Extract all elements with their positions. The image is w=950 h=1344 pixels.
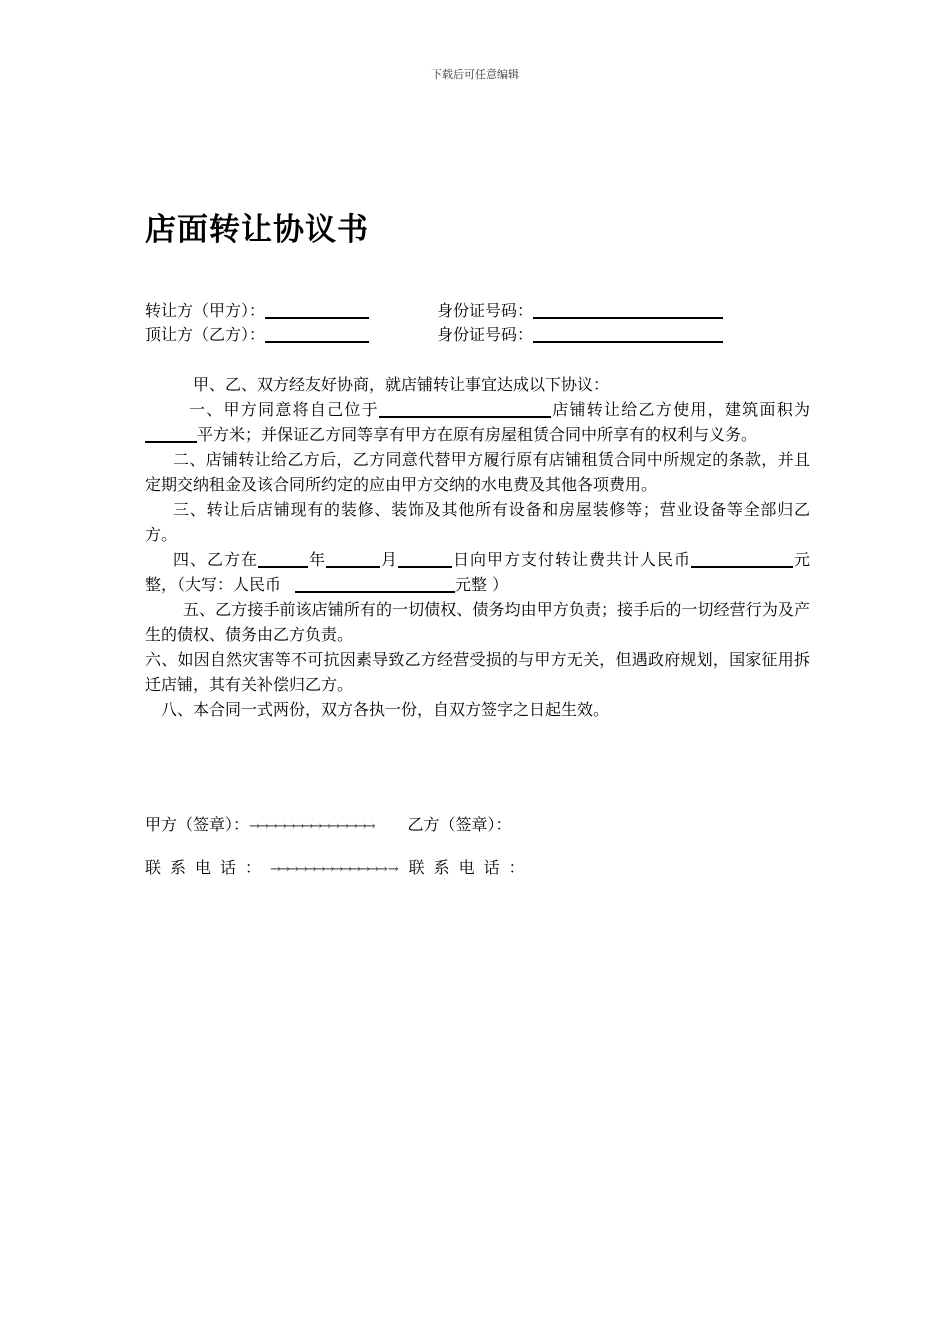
phone-row [145,856,534,880]
clause-1-part-c: 平方米；并保证乙方同等享有甲方在原有房屋租赁合同中所享有的权利与义务。 [197,425,758,444]
clause-4-part-b: 日向甲方支付转让费共计人民币 [452,550,691,569]
month-blank [326,548,380,568]
floor-area-blank [145,423,197,443]
transferee-id-label: 身份证号码： [437,325,534,344]
party-a-phone-arrows: →→→→→→→→→→→→→ → [270,862,397,877]
clause-1-part-a: 一、甲方同意将自己位于 [189,400,379,419]
amount-in-words-blank [295,573,455,593]
transferee-label: 顶让方（乙方）： [145,325,266,344]
transferor-label: 转让方（甲方）： [145,301,266,320]
month-label: 月 [380,550,398,569]
header-note: 下载后可任意编辑 [431,68,519,81]
clause-3: 三、转让后店铺现有的装修、装饰及其他所有设备和房屋装修等；营业设备等全部归乙方。 [145,500,810,544]
clause-4-part-a: 四、乙方在 [173,550,258,569]
day-blank [398,548,452,568]
transferor-id-blank [533,299,723,319]
transferee-name-blank [265,323,369,343]
transferee-id-row [437,323,723,347]
transferee-row [145,323,369,347]
clause-4-part-c: 元整，（大写：人民币 [145,550,810,594]
clause-1-part-b: 店铺转让给乙方使用，建筑面积为 [550,400,810,419]
year-label: 年 [308,550,326,569]
transferee-id-blank [533,323,723,343]
amount-blank-2 [753,548,793,568]
clause-1 [145,397,810,447]
clause-8: 八、本合同一式两份，双方各执一份，自双方签字之日起生效。 [161,700,610,719]
party-a-phone-label: 联系电话： [145,858,271,877]
clause-4 [145,547,810,597]
shop-location-blank [379,398,551,418]
agreement-body [145,372,810,722]
transferor-row [145,299,369,323]
amount-blank-1 [691,548,753,568]
transferor-id-row [437,299,723,323]
clause-5: 五、乙方接手前该店铺所有的一切债权、债务均由甲方负责；接手后的一切经营行为及产生的债权、债务由乙方负责。 [145,600,810,644]
year-blank [258,548,308,568]
transferor-id-label: 身份证号码： [437,301,534,320]
clause-intro: 甲、乙、双方经友好协商，就店铺转让事宜达成以下协议： [193,375,610,394]
seal-row [145,813,512,837]
party-a-seal-label: 甲方（签章）： [145,815,250,834]
transferor-name-blank [265,299,369,319]
party-b-seal-label: 乙方（签章）： [407,815,512,834]
clause-2: 二、店铺转让给乙方后，乙方同意代替甲方履行原有店铺租赁合同中所规定的条款，并且定期交纳租金及该合同所约定的应由甲方交纳的水电费及其他各项费用。 [145,450,810,494]
clause-6: 六、如因自然灾害等不可抗因素导致乙方经营受损的与甲方无关，但遇政府规划，国家征用拆迁店铺，其有关补偿归乙方。 [145,650,810,694]
clause-4-part-d: 元整 ） [455,575,509,594]
party-a-seal-arrows: →→→→→→→→→→→→→→ [249,819,374,834]
party-b-phone-label: 联系电话： [408,858,534,877]
document-title: 店面转让协议书 [145,212,369,248]
